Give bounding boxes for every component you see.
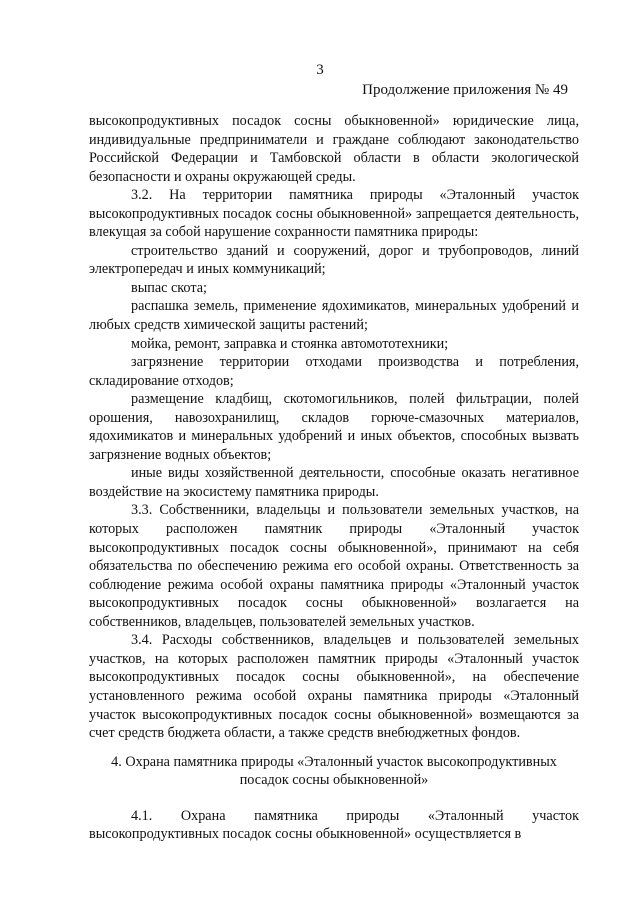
page-number: 3: [316, 62, 324, 78]
paragraph: 4.1. Охрана памятника природы «Эталонный участок высокопродуктивных посадок сосны обыкновенной» осуществляется в: [89, 807, 579, 843]
list-item: загрязнение территории отходами производства и потребления, складирование отходов;: [89, 354, 579, 389]
paragraph: 3.2. На территории памятника природы «Эталонный участок высокопродуктивных посадок сосны обыкновенной» запрещается деятельность, влекущая за собой нарушение сохранности памятника природы:: [89, 187, 579, 241]
list-item: строительство зданий и сооружений, дорог и трубопроводов, линий электропередач и иных коммуникаций;: [89, 242, 579, 278]
appendix-continuation-label: Продолжение приложения № 49: [362, 82, 568, 98]
section-heading: [89, 753, 579, 790]
paragraph: 3.4. Расходы собственников, владельцев и пользователей земельных участков, на которых расположен памятник природы «Эталонный участок высокопродуктивных посадок сосны обыкновенной», на обеспечение установленного режима особой охраны памятника природы «Эталонный участок высокопродуктивных посадок сосны обыкновенной» возмещаются за счет средств бюджета области, а также средств внебюджетных фондов.: [89, 632, 579, 742]
spacer: [89, 743, 579, 753]
section-heading-line1: 4. Охрана памятника природы «Эталонный участок высокопродуктивных: [111, 753, 557, 770]
list-item: мойка, ремонт, заправка и стоянка автомототехники;: [131, 335, 449, 352]
list-item: распашка земель, применение ядохимикатов, минеральных удобрений и любых средств химической защиты растений;: [89, 298, 579, 334]
list-item: выпас скота;: [131, 279, 207, 296]
paragraph: высокопродуктивных посадок сосны обыкновенной» юридические лица, индивидуальные предприниматели и граждане соблюдают законодательство Российской Федерации и Тамбовской области в области экологической безопасности и охраны окружающей среды.: [89, 113, 579, 185]
section-heading-line2: посадок сосны обыкновенной»: [239, 772, 429, 789]
list-item: иные виды хозяйственной деятельности, способные оказать негативное воздействие на экосистему памятника природы.: [89, 465, 579, 500]
spacer: [89, 790, 579, 807]
paragraph: 3.3. Собственники, владельцы и пользователи земельных участков, на которых расположен памятник природы «Эталонный участок высокопродуктивных посадок сосны обыкновенной», принимают на себя обязательства по обеспечению режима его особой охраны. Ответственность за соблюдение режима особой охраны памятника природы «Эталонный участок высокопродуктивных посадок сосны обыкновенной» возлагается на собственников, владельцев, пользователей земельных участков.: [89, 502, 579, 630]
list-item: размещение кладбищ, скотомогильников, полей фильтрации, полей орошения, навозохранилищ, складов горюче-смазочных материалов, ядохимикатов и минеральных удобрений и иных объектов, способных вызвать загрязнение водных объектов;: [89, 391, 579, 463]
document-body: [89, 112, 579, 844]
